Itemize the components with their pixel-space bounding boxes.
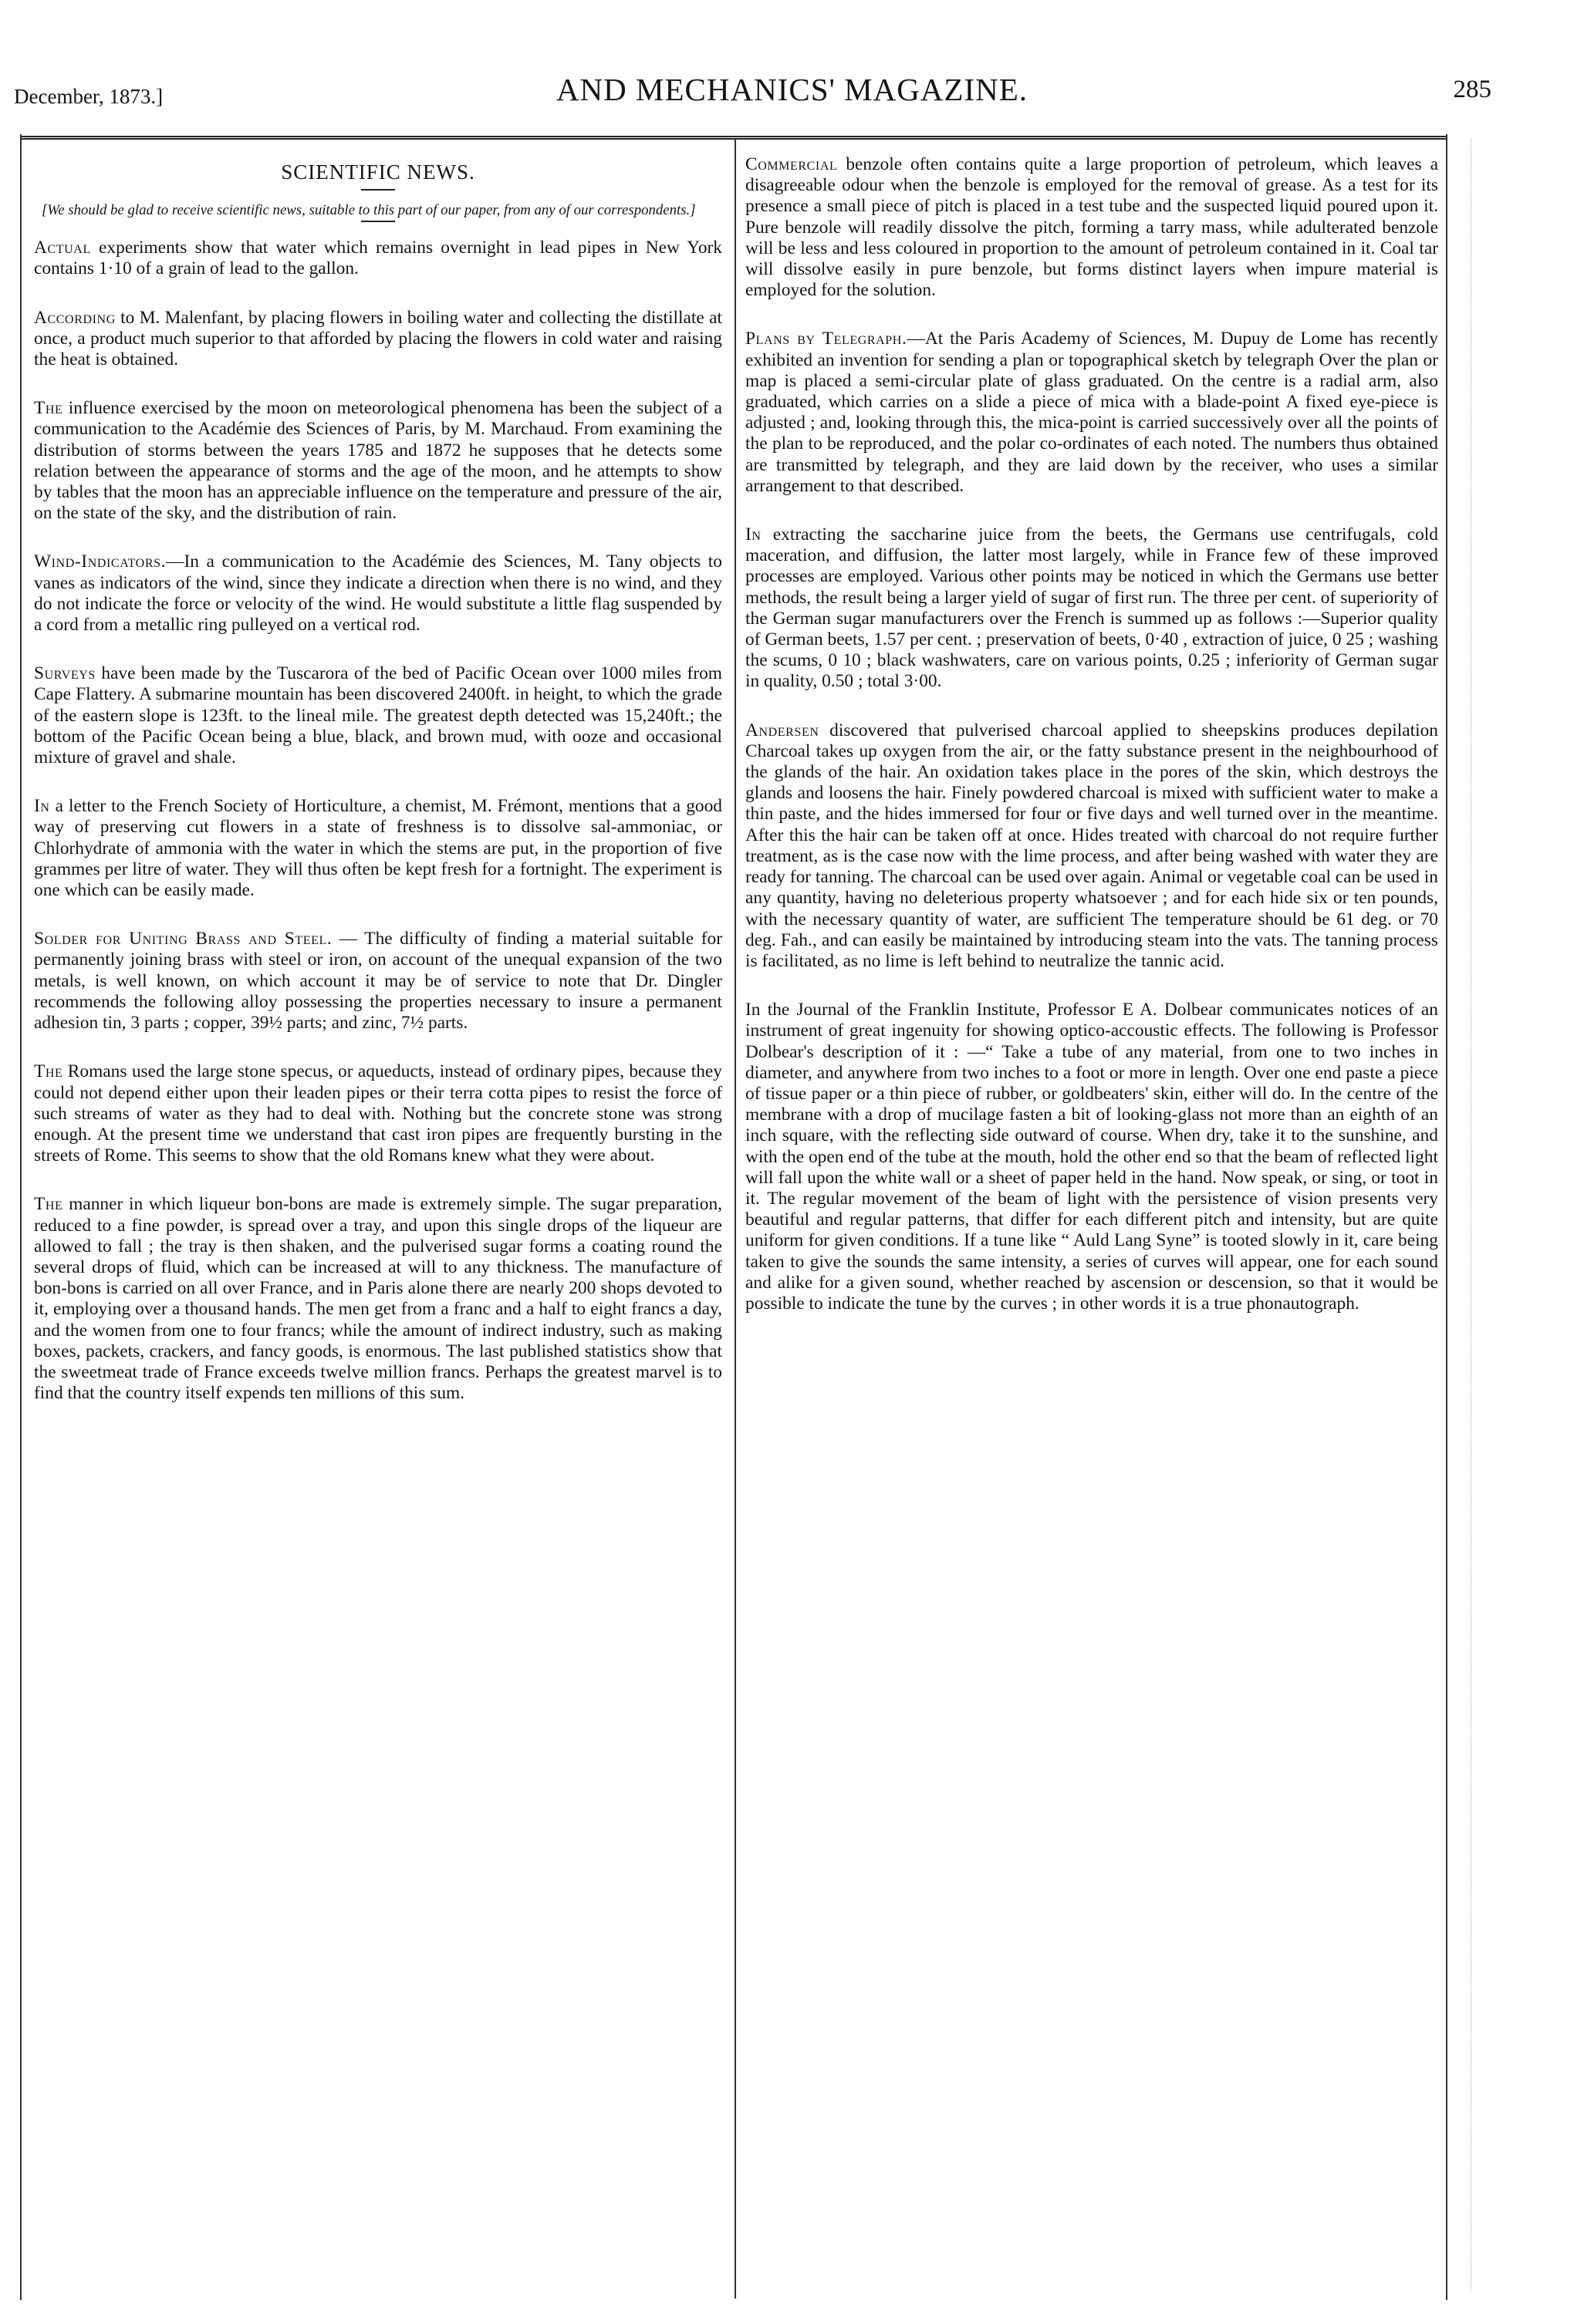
article-paragraph	[745, 329, 1438, 497]
magazine-title: AND MECHANICS' MAGAZINE.	[556, 72, 1028, 107]
paragraph-text: have been made by the Tuscarora of the bed of Pacific Ocean over 1000 miles from Cape Flattery. A submarine mountain has been discovered 2400ft. in height, to which the grade of the eastern slope is 123ft. to the lineal mile. The greatest depth detected was 15,240ft.; the bottom of the Pacific Ocean being a blue, black, and brown mud, with ooze and occasional mixture of gravel and shale.	[34, 663, 722, 768]
paragraph-text: — The difficulty of finding a material suitable for permanently joining brass with steel or iron, on account of the unequal expansion of the two metals, is well known, on which account it may be of service to note that Dr. Dingler recommends the following alloy possessing the properties necessary to insure a permanent adhesion tin, 3 parts ; copper, 39½ parts; and zinc, 7½ parts.	[34, 929, 722, 1034]
issue-date: December, 1873.]	[14, 85, 164, 108]
column-divider	[735, 139, 736, 2299]
article-paragraph	[34, 663, 722, 768]
paragraph-text: Romans used the large stone specus, or aqueducts, instead of ordinary pipes, because they could not depend either upon their leaden pipes or their terra cotta pipes to resist the force of such streams of water as they had to deal with. Nothing but the concrete stone was strong enough. At the present time we understand that cast iron pipes are frequently bursting in the streets of Rome. This seems to show that the old Romans knew what they were about.	[34, 1061, 722, 1166]
paragraph-text: —In a communication to the Académie des Sciences, M. Tany objects to vanes as indicators of the wind, since they indicate a direction when there is no wind, and they do not indicate the force or velocity of the wind. He would substitute a little flag suspended by a cord from a metallic ring pulleyed on a vertical rod.	[34, 551, 722, 636]
article-paragraph	[34, 1194, 722, 1404]
article-paragraph	[34, 929, 722, 1034]
paragraph-lead: Plans by Telegraph.	[745, 329, 907, 349]
paragraph-lead: Surveys	[34, 663, 96, 684]
paragraph-lead: According	[34, 307, 116, 328]
paragraph-text: experiments show that water which remains overnight in lead pipes in New York contains 1·10 of a grain of lead to the gallon.	[34, 238, 722, 279]
paragraph-lead: Solder for Uniting Brass and Steel.	[34, 929, 333, 950]
article-paragraph	[34, 238, 722, 279]
paragraph-lead: In	[34, 796, 50, 817]
article-paragraph	[745, 525, 1438, 693]
paragraph-lead: Actual	[34, 238, 91, 258]
paragraph-lead: In	[745, 525, 762, 545]
editor-note: [We should be glad to receive scientific news, suitable to this part of our paper, from any of our correspondents.]	[42, 202, 696, 219]
section-title: SCIENTIFIC NEWS.	[281, 160, 475, 184]
article-paragraph	[745, 154, 1438, 301]
article-paragraph	[34, 796, 722, 901]
right-column	[745, 154, 1438, 1342]
article-paragraph	[34, 1061, 722, 1166]
paragraph-text: a letter to the French Society of Horticulture, a chemist, M. Frémont, mentions that a good way of preserving cut flowers in a state of freshness is to dissolve sal-ammoniac, or Chlorhydrate of ammonia with the water in which the stems are put, in the proportion of five grammes per litre of water. They will thus often be kept fresh for a fortnight. The experiment is one which can be easily made.	[34, 796, 722, 901]
title-rule	[361, 189, 395, 191]
article-paragraph	[34, 551, 722, 636]
article-paragraph	[34, 308, 722, 371]
margin-rule	[1471, 139, 1474, 2291]
article-paragraph	[745, 1000, 1438, 1314]
paragraph-text: In the Journal of the Franklin Institute, Professor E A. Dolbear communicates notices of an instrument of great ingenuity for showing optico-accoustic effects. The following is Professor Dolbear's description of it : —“ Take a tube of any material, from one to two inches in diameter, and anywhere from two inches to a foot or more in length. Over one end paste a piece of tissue paper or a thin piece of rubber, or goldbeaters' skin, either will do. In the centre of the membrane with a drop of mucilage fasten a bit of looking-glass not more than an eighth of an inch square, with the reflecting side outward of course. When dry, take it to the sunshine, and with the open end of the tube at the mouth, hold the other end so that the beam of reflected light will fall upon the white wall or a sheet of paper held in the hand. Now speak, or sing, or toot in it. The regular movement of the beam of light with the persistence of vision presents very beautiful and regular patterns, that differ for each different pitch and intensity, but are quite uniform for given conditions. If a tune like “ Auld Lang Syne” is tooted slowly in it, care being taken to give the sounds the same intensity, a series of curves will appear, one for each sound and alike for a given sound, whether reached by ascension or descension, so that it would be possible to indicate the tune by the curves ; in other words it is a true phonautograph.	[745, 1000, 1438, 1314]
paragraph-lead: The	[34, 1194, 63, 1215]
paragraph-text: extracting the saccharine juice from the beets, the Germans use centrifugals, cold maceration, and diffusion, the latter most largely, while in France few of these improved processes are employed. Various other points may be noticed in which the Germans use better methods, the result being a larger yield of sugar of first run. The three per cent. of superiority of the German sugar manufacturers over the French is summed up as follows :—Superior quality of German beets, 1.57 per cent. ; preservation of beets, 0·40 , extraction of juice, 0 25 ; washing the scums, 0 10 ; black washwaters, care on various points, 0.25 ; inferiority of German sugar in quality, 0.50 ; total 3·00.	[745, 525, 1438, 692]
article-paragraph	[34, 398, 722, 524]
paragraph-text: influence exercised by the moon on meteorological phenomena has been the subject of a communication to the Académie des Sciences of Paris, by M. Marchaud. From examining the distribution of storms between the years 1785 and 1872 he supposes that he detects some relation between the appearance of storms and the age of the moon, and he attempts to show by tables that the moon has an appreciable influence on the temperature and pressure of the air, on the state of the sky, and the distribution of rain.	[34, 398, 722, 524]
paragraph-text: discovered that pulverised charcoal applied to sheepskins produces depilation Charcoal takes up oxygen from the air, or the fatty substance present in the neighbourhood of the glands of the hair. An oxidation takes place in the pores of the skin, which destroys the glands and loosens the hair. Finely powdered charcoal is mixed with sufficient water to make a thin paste, and the hides immersed for four or five days and well turned over in the meantime. After this the hair can be taken off at once. Hides treated with charcoal do not require further treatment, as is the case now with the lime process, and after being washed with water they are ready for tanning. The charcoal can be used over again. Animal or vegetable coal can be used in any quantity, having no deleterious property whatsoever ; and for each hide six or ten pounds, with the necessary quantity of water, are sufficient The temperature should be 61 deg. or 70 deg. Fah., and can easily be maintained by introducing steam into the vats. The tanning process is facilitated, as no lime is left behind to neutralize the tannic acid.	[745, 720, 1438, 971]
paragraph-text: to M. Malenfant, by placing flowers in boiling water and collecting the distillate at once, a product much superior to that afforded by placing the flowers in cold water and raising the heat is obtained.	[34, 307, 722, 370]
paragraph-lead: The	[34, 398, 63, 419]
paragraph-lead: Wind-Indicators.	[34, 551, 167, 572]
article-paragraph	[745, 720, 1438, 972]
paragraph-text: benzole often contains quite a large proportion of petroleum, which leaves a disagreeable odour when the benzole is employed for the removal of grease. As a test for its presence a small piece of pitch is placed in a test tube and the suspected liquid poured upon it. Pure benzole will readily dissolve the pitch, forming a tarry mass, while adulterated benzole will be less and less coloured in proportion to the amount of petroleum contained in it. Coal tar will dissolve easily in pure benzole, but forms distinct layers when impure material is employed for the solution.	[745, 154, 1438, 301]
paragraph-text: manner in which liqueur bon-bons are made is extremely simple. The sugar preparation, reduced to a fine powder, is spread over a tray, and upon this single drops of the liqueur are allowed to fall ; the tray is then shaken, and the pulverised sugar forms a coating round the several drops of fluid, which can be increased at will to any thickness. The manufacture of bon-bons is carried on all over France, and in Paris alone there are nearly 200 shops devoted to it, employing over a thousand hands. The men get from a franc and a half to eight francs a day, and the women from one to four francs; while the amount of indirect industry, such as making boxes, packets, crackers, and fancy goods, is enormous. The last published statistics show that the sweetmeat trade of France exceeds twelve million francs. Perhaps the greatest marvel is to find that the country itself expends ten millions of this sum.	[34, 1194, 722, 1404]
running-head	[0, 71, 1584, 117]
paragraph-text: —At the Paris Academy of Sciences, M. Dupuy de Lome has recently exhibited an invention for sending a plan or topographical sketch by telegraph Over the plan or map is placed a semi-circular plate of glass graduated. On the centre is a radial arm, also graduated, which carries on a slide a piece of mica with a blade-point A fixed eye-piece is adjusted ; and, looking through this, the mica-point is carried successively over all the points of the plan to be reproduced, and the polar co-ordinates of each noted. The numbers thus obtained are transmitted by telegraph, and they are laid down by the receiver, who uses a similar arrangement to that described.	[745, 329, 1438, 496]
paragraph-lead: The	[34, 1061, 63, 1082]
paragraph-lead: Commercial	[745, 154, 838, 174]
note-rule	[361, 221, 395, 222]
left-column	[34, 154, 722, 1432]
page-number: 285	[1453, 76, 1491, 103]
paragraph-lead: Andersen	[745, 720, 819, 740]
